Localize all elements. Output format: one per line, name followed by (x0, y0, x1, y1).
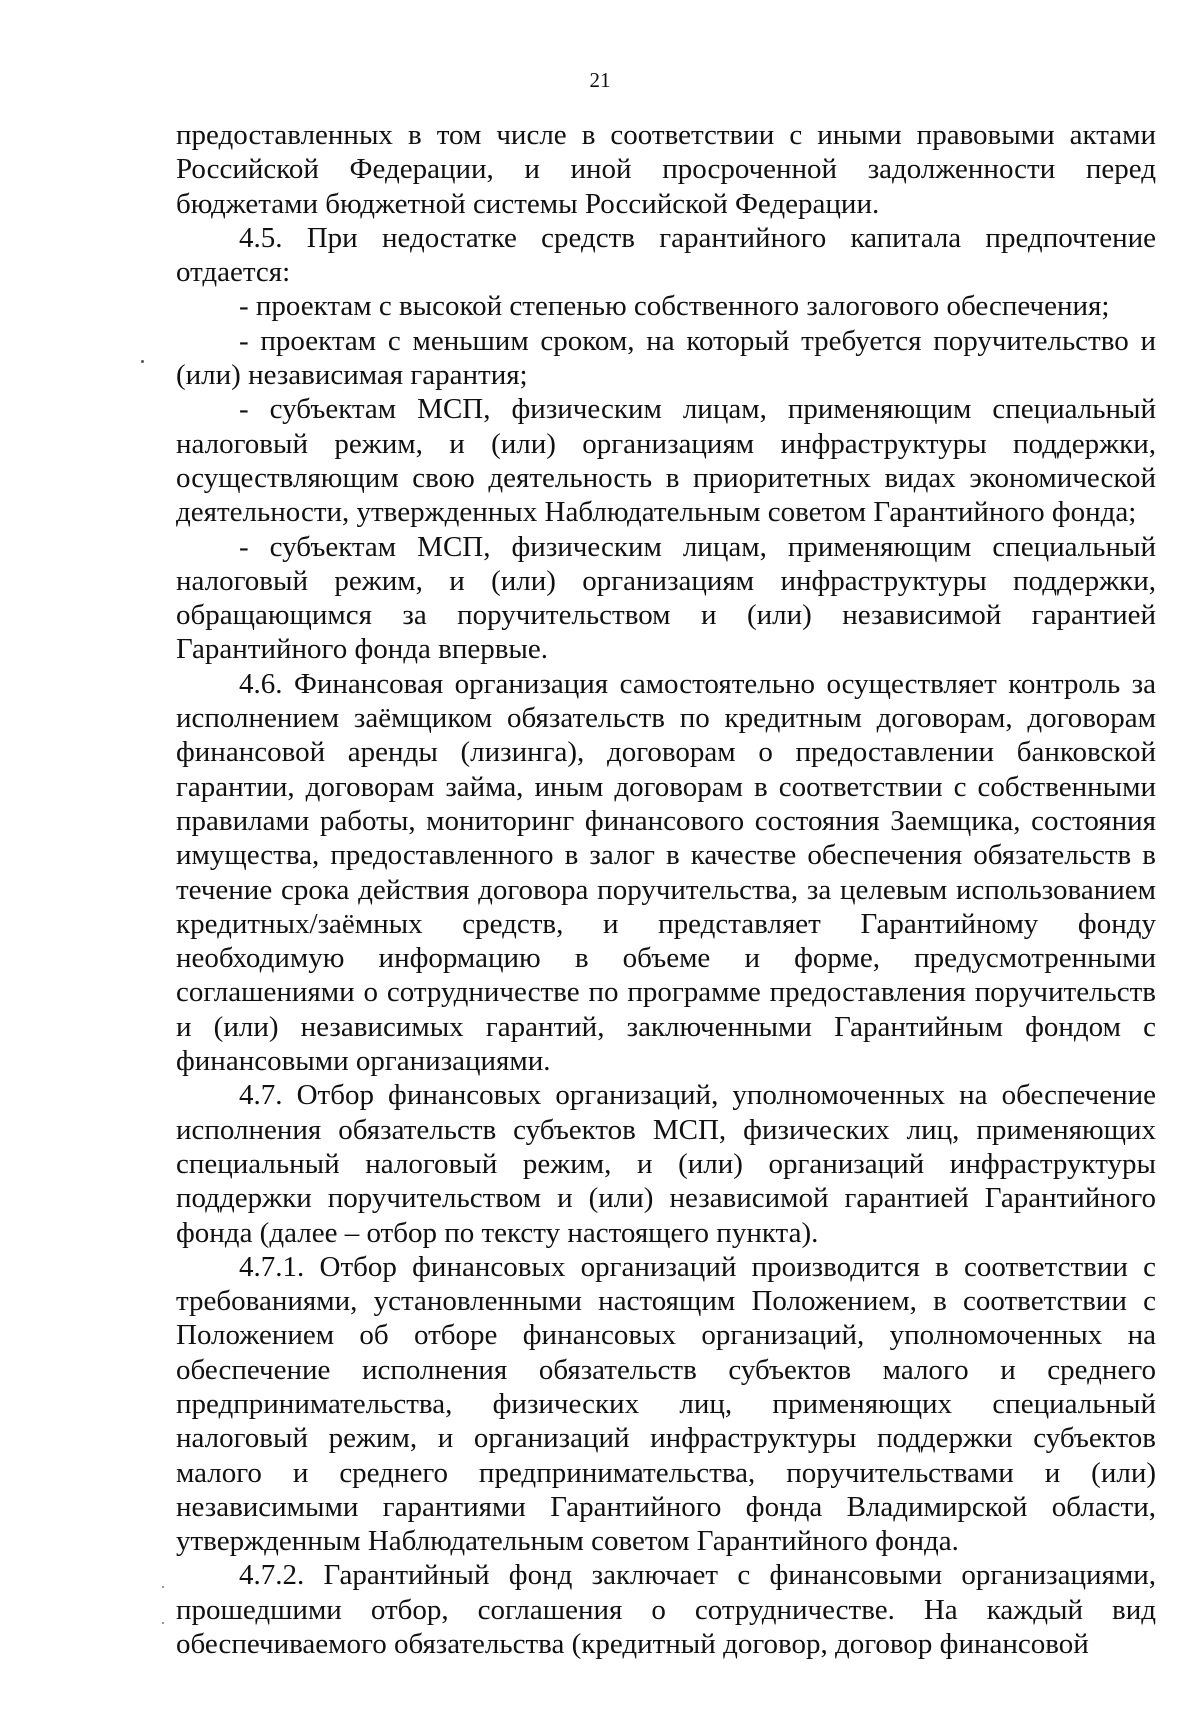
scan-speck (162, 1586, 164, 1588)
list-item-collateral: - проектам с высокой степенью собственного залогового обеспечения; (239, 290, 1110, 323)
page-number: 21 (589, 68, 611, 92)
scan-speck (162, 1622, 164, 1624)
scan-margin-dot (141, 360, 144, 363)
paragraph-4-7-2: 4.7.2. Гарантийный фонд заключает с финансовыми организациями, прошедшими отбор, соглашения о сотрудничестве. На каждый вид обеспечиваемого обязательства (кредитный договор, договор финансовой (176, 1559, 1156, 1661)
paragraph-4-5: 4.5. При недостатке средств гарантийного капитала предпочтение отдается: (176, 221, 1156, 289)
paragraph-4-7: 4.7. Отбор финансовых организаций, уполномоченных на обеспечение исполнения обязательств субъектов МСП, физических лиц, применяющих специальный налоговый режим, и (или) организаций инфраструктуры поддержки поручительством и (или) независимой гарантией Гарантийного фонда (далее – отбор по тексту настоящего пункта). (176, 1079, 1156, 1249)
list-item-shorter-term: - проектам с меньшим сроком, на который требуется поручительство и (или) независимая гарантия; (176, 324, 1156, 392)
list-item-first-time: - субъектам МСП, физическим лицам, применяющим специальный налоговый режим, и (или) организациям инфраструктуры поддержки, обращающимся за поручительством и (или) независимой гарантией Гарантийного фонда впервые. (176, 530, 1156, 666)
list-item-priority-activities: - субъектам МСП, физическим лицам, применяющим специальный налоговый режим, и (или) организациям инфраструктуры поддержки, осуществляющим свою деятельность в приоритетных видах экономической деятельности, утвержденных Наблюдательным советом Гарантийного фонда; (176, 393, 1156, 529)
paragraph-4-6: 4.6. Финансовая организация самостоятельно осуществляет контроль за исполнением заёмщиком обязательств по кредитным договорам, договорам финансовой аренды (лизинга), договорам о предоставлении банковской гарантии, договорам займа, иным договорам в соответствии с собственными правилами работы, мониторинг финансового состояния Заемщика, состояния имущества, предоставленного в залог в качестве обеспечения обязательств в течение срока действия договора поручительства, за целевым использованием кредитных/заёмных средств, и представляет Гарантийному фонду необходимую информацию в объеме и форме, предусмотренными соглашениями о сотрудничестве по программе предоставления поручительств и (или) независимых гарантий, заключенными Гарантийным фондом с финансовыми организациями. (176, 667, 1156, 1078)
document-body (176, 118, 1156, 1661)
paragraph-continuation: предоставленных в том числе в соответствии с иными правовыми актами Российской Федерации, и иной просроченной задолженности перед бюджетами бюджетной системы Российской Федерации. (176, 119, 1156, 220)
paragraph-4-7-1: 4.7.1. Отбор финансовых организаций производится в соответствии с требованиями, установленными настоящим Положением, в соответствии с Положением об отборе финансовых организаций, уполномоченных на обеспечение исполнения обязательств субъектов малого и среднего предпринимательства, физических лиц, применяющих специальный налоговый режим, и организаций инфраструктуры поддержки субъектов малого и среднего предпринимательства, поручительствами и (или) независимыми гарантиями Гарантийного фонда Владимирской области, утвержденным Наблюдательным советом Гарантийного фонда. (176, 1250, 1156, 1558)
